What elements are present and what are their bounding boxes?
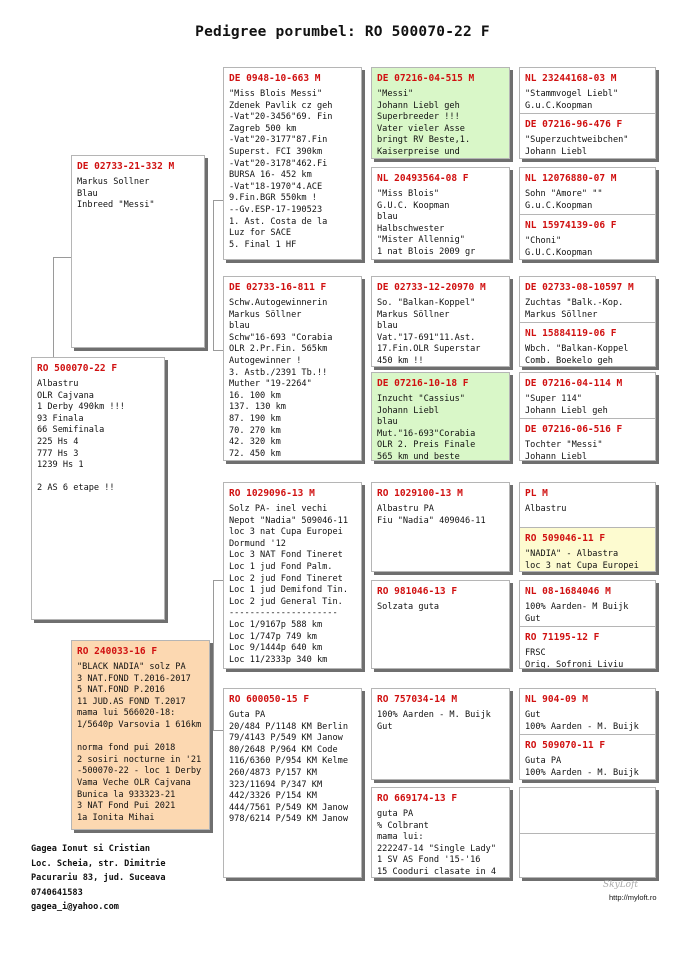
great-grandparent-card bbox=[371, 167, 510, 260]
pigeon-notes: "Superzuchtweibchen" Johann Liebl bbox=[525, 135, 629, 157]
great-grandparent-card bbox=[371, 67, 510, 159]
pigeon-notes: Tochter "Messi" Johann Liebl bbox=[525, 440, 603, 461]
ring-number: NL 12076880-07 M bbox=[525, 173, 617, 184]
ancestor-cell bbox=[520, 483, 655, 526]
connector-line bbox=[213, 580, 214, 730]
ring-number: RO 600050-15 F bbox=[229, 694, 310, 705]
ring-number: NL 904-09 M bbox=[525, 694, 588, 705]
ancestor-pair-card bbox=[519, 787, 656, 878]
ancestor-cell bbox=[520, 373, 655, 417]
sire-card bbox=[71, 155, 205, 348]
pigeon-notes: "Miss Blois" G.U.C. Koopman blau Halbschwester "Mister Allennig" 1 nat Blois 2009 gr bbox=[377, 189, 476, 257]
pigeon-notes: "Messi" Johann Liebl geh Superbreeder !!! Vater vieler Asse bringt RV Beste,1. Kaiserpreise und bbox=[377, 89, 471, 157]
pigeon-notes: 100% Aarden - M. Buijk Gut bbox=[377, 710, 491, 732]
ring-number: RO 981046-13 F bbox=[377, 586, 458, 597]
ancestor-cell bbox=[520, 527, 655, 572]
ancestor-cell bbox=[520, 734, 655, 780]
ring-number: DE 02733-08-10597 M bbox=[525, 282, 634, 293]
ancestor-cell bbox=[520, 626, 655, 669]
ancestor-cell bbox=[520, 418, 655, 461]
ancestor-pair-card bbox=[519, 688, 656, 780]
ring-number: NL 15884119-06 F bbox=[525, 328, 617, 339]
ring-number: DE 0948-10-663 M bbox=[229, 73, 321, 84]
pigeon-notes: Sohn "Amore" "" G.u.C.Koopman bbox=[525, 189, 603, 211]
pigeon-notes: FRSC Orig. Sofroni Liviu bbox=[525, 648, 624, 669]
pigeon-notes: So. "Balkan-Koppel" Markus Söllner blau Vat."17-691"11.Ast. 17.Fin.OLR Superstar 450 km !! bbox=[377, 298, 481, 366]
connector-line bbox=[213, 350, 223, 351]
pigeon-notes: Solzata guta bbox=[377, 602, 440, 612]
page-title: Pedigree porumbel: RO 500070-22 F bbox=[195, 24, 490, 40]
ring-number: DE 07216-04-114 M bbox=[525, 378, 623, 389]
ancestor-cell bbox=[520, 833, 655, 878]
great-grandparent-card bbox=[371, 372, 510, 461]
ancestor-cell bbox=[520, 788, 655, 832]
pigeon-notes: Guta PA 100% Aarden - M. Buijk bbox=[525, 756, 639, 778]
subject-notes: Albastru OLR Cajvana 1 Derby 490km !!! 93 Finala 66 Semifinala 225 Hs 4 777 Hs 3 1239 Hs 1 2 AS 6 etape !! bbox=[37, 379, 125, 494]
pigeon-notes: Schw.Autogewinnerin Markus Söllner blau Schw"16-693 "Corabia OLR 2.Pr.Fin. 565km Autogewinner ! 3. Astb./2391 Tb.!! Muther "19-2264" 16. 100 km 137. 130 km 87. 190 km 70. 270 km 42. 320 km 72. 450 km bbox=[229, 298, 333, 459]
pigeon-notes: "Choni" G.U.C.Koopman bbox=[525, 236, 593, 258]
sire-ring: DE 02733-21-332 M bbox=[77, 161, 175, 172]
ring-number: RO 71195-12 F bbox=[525, 632, 600, 643]
ring-number: DE 07216-04-515 M bbox=[377, 73, 475, 84]
ring-number: RO 1029096-13 M bbox=[229, 488, 315, 499]
ring-number: RO 509070-11 F bbox=[525, 740, 606, 751]
great-grandparent-card bbox=[371, 787, 510, 878]
ring-number: DE 07216-10-18 F bbox=[377, 378, 469, 389]
brand-logo: SkyLoft bbox=[603, 880, 639, 890]
ancestor-cell bbox=[520, 113, 655, 159]
great-grandparent-card bbox=[371, 276, 510, 367]
great-grandparent-card bbox=[371, 580, 510, 669]
ring-number: PL M bbox=[525, 488, 548, 499]
ring-number: DE 02733-16-811 F bbox=[229, 282, 327, 293]
grandparent-card bbox=[223, 276, 362, 461]
ring-number: RO 509046-11 F bbox=[525, 533, 606, 544]
ring-number: RO 757034-14 M bbox=[377, 694, 458, 705]
pigeon-notes: Albastru bbox=[525, 504, 567, 514]
grandparent-card bbox=[223, 67, 362, 260]
pigeon-notes: "NADIA" - Albastra loc 3 nat Cupa Europei bbox=[525, 549, 639, 571]
pigeon-notes: Inzucht "Cassius" Johann Liebl blau Mut."16-693"Corabia OLR 2. Preis Finale 565 km und beste bbox=[377, 394, 476, 461]
ancestor-cell bbox=[520, 322, 655, 367]
pigeon-notes: Guta PA 20/484 P/1148 KM Berlin 79/4143 P/549 KM Janow 80/2648 P/964 KM Code 116/6360 P/954 KM Kelme 260/4873 P/157 KM 323/11694 P/347 KM 442/3326 P/154 KM 444/7561 P/549 KM Janow 978/6214 P/549 KM Janow bbox=[229, 710, 348, 825]
connector-line bbox=[213, 730, 223, 731]
subject-card bbox=[31, 357, 165, 620]
ancestor-pair-card bbox=[519, 167, 656, 260]
pigeon-notes: Gut 100% Aarden - M. Buijk bbox=[525, 710, 639, 732]
ancestor-pair-card bbox=[519, 67, 656, 159]
ring-number: DE 07216-06-516 F bbox=[525, 424, 623, 435]
ring-number: RO 669174-13 F bbox=[377, 793, 458, 804]
ancestor-cell bbox=[520, 689, 655, 733]
ancestor-pair-card bbox=[519, 580, 656, 669]
owner-contact: Gagea Ionut si Cristian Loc. Scheia, str. Dimitrie Pacurariu 83, jud. Suceava 0740641583 gagea_i@yahoo.com bbox=[31, 844, 166, 913]
ancestor-cell bbox=[520, 168, 655, 213]
ring-number: DE 02733-12-20970 M bbox=[377, 282, 486, 293]
pigeon-notes: Wbch. "Balkan-Koppel Comb. Boekelo geh bbox=[525, 344, 629, 366]
ring-number: NL 20493564-08 F bbox=[377, 173, 469, 184]
dam-notes: "BLACK NADIA" solz PA 3 NAT.FOND T.2016-2017 5 NAT.FOND P.2016 11 JUD.AS FOND T.2017 mama lui 566020-18: 1/5640p Varsovia 1 616km norma fond pui 2018 2 sosiri nocturne in '21 -500070-22 - loc 1 Derby Vama Veche OLR Cajvana Bunica la 933323-21 3 NAT Fond Pui 2021 1a Ionita Mihai bbox=[77, 662, 202, 823]
pigeon-notes: Zuchtas "Balk.-Kop. Markus Söllner bbox=[525, 298, 624, 320]
ancestor-cell bbox=[520, 214, 655, 260]
pigeon-notes: 100% Aarden- M Buijk Gut bbox=[525, 602, 629, 624]
ring-number: RO 1029100-13 M bbox=[377, 488, 463, 499]
ancestor-cell bbox=[520, 277, 655, 321]
pigeon-notes: "Super 114" Johann Liebl geh bbox=[525, 394, 608, 416]
ring-number: NL 23244168-03 M bbox=[525, 73, 617, 84]
dam-card bbox=[71, 640, 210, 830]
grandparent-card bbox=[223, 688, 362, 878]
pigeon-notes: Solz PA- inel vechi Nepot "Nadia" 509046-11 loc 3 nat Cupa Europei Dormund '12 Loc 3 NAT Fond Tineret Loc 1 jud Fond Palm. Loc 2 jud Fond Tineret Loc 1 jud Demifond Tin. Loc 2 jud General Tin. --------------------- Loc 1/9167p 588 km Loc 1/747p 749 km Loc 9/1444p 640 km Loc 11/2333p 340 km bbox=[229, 504, 348, 665]
dam-ring: RO 240033-16 F bbox=[77, 646, 158, 657]
ancestor-cell bbox=[520, 581, 655, 625]
pigeon-notes: "Miss Blois Messi" Zdenek Pavlik cz geh -Vat"20-3456"69. Fin Zagreb 500 km -Vat"20-3177"87.Fin Superst. FCI 390km -Vat"20-3178"462.Fi BURSA 16- 452 km -Vat"18-1970"4.ACE 9.Fin.BGR 550km ! --Gv.ESP-17-190523 1. Ast. Costa de la Luz for SACE 5. Final 1 HF bbox=[229, 89, 333, 250]
pigeon-notes: guta PA % Colbrant mama lui: 222247-14 "Single Lady" 1 SV AS Fond '15-'16 15 Cooduri clasate in 4 bbox=[377, 809, 496, 877]
website-link[interactable]: http://myloft.ro bbox=[609, 893, 657, 902]
ring-number: DE 07216-96-476 F bbox=[525, 119, 623, 130]
connector-line bbox=[213, 580, 223, 581]
grandparent-card bbox=[223, 482, 362, 669]
connector-line bbox=[213, 200, 214, 350]
ring-number: NL 15974139-06 F bbox=[525, 220, 617, 231]
sire-notes: Markus Sollner Blau Inbreed "Messi" bbox=[77, 177, 155, 211]
pigeon-notes: Albastru PA Fiu "Nadia" 409046-11 bbox=[377, 504, 486, 526]
ring-number: NL 08-1684046 M bbox=[525, 586, 611, 597]
great-grandparent-card bbox=[371, 688, 510, 780]
subject-ring: RO 500070-22 F bbox=[37, 363, 118, 374]
pigeon-notes: "Stammvogel Liebl" G.u.C.Koopman bbox=[525, 89, 619, 111]
ancestor-pair-card bbox=[519, 372, 656, 461]
ancestor-pair-card bbox=[519, 482, 656, 572]
connector-line bbox=[213, 200, 223, 201]
connector-line bbox=[53, 257, 71, 258]
ancestor-pair-card bbox=[519, 276, 656, 367]
ancestor-cell bbox=[520, 68, 655, 112]
great-grandparent-card bbox=[371, 482, 510, 572]
